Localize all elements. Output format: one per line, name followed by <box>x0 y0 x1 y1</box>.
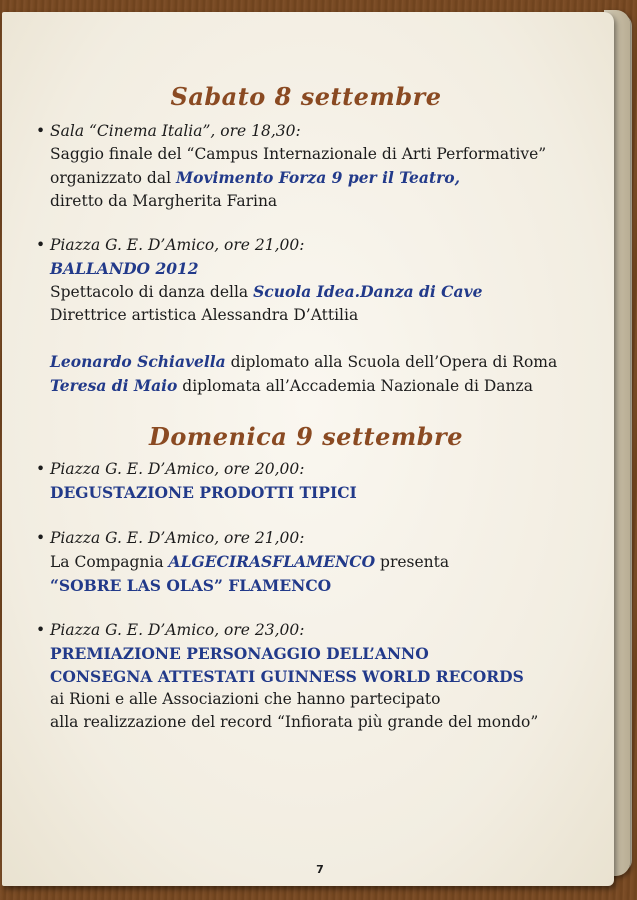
description-prefix: Spettacolo di danza della <box>50 283 254 301</box>
event-title: DEGUSTAZIONE PRODOTTI TIPICI <box>50 483 357 502</box>
event-location <box>36 527 596 550</box>
organizer-prefix: organizzato dal <box>50 169 176 187</box>
event-sala-cinema <box>36 120 596 213</box>
event-description <box>36 280 596 304</box>
guest-text: diplomato alla Scuola dell’Opera di Roma <box>225 353 558 371</box>
organizer-name: Movimento Forza 9 per il Teatro, <box>175 168 461 187</box>
event-description-2: alla realizzazione del record “Infiorata più grande del mondo” <box>50 713 539 731</box>
event-description: Saggio finale del “Campus Internazionale di Arti Performative” <box>50 145 547 163</box>
section-heading-sunday: Domenica 9 settembre <box>149 422 463 451</box>
location-text: Piazza G. E. D’Amico, ore 21,00: <box>50 236 305 254</box>
school-name: Scuola Idea.Danza di Cave <box>253 282 483 301</box>
company-prefix: La Compagnia <box>50 553 169 571</box>
guest-name: Teresa di Maio <box>50 376 178 395</box>
event-degustazione <box>36 458 596 504</box>
guest-line-2 <box>36 374 596 398</box>
guest-name: Leonardo Schiavella <box>50 352 226 371</box>
bullet-icon: • <box>36 236 46 254</box>
bullet-icon: • <box>36 122 46 140</box>
guest-line-1 <box>36 350 596 374</box>
location-text: Piazza G. E. D’Amico, ore 20,00: <box>50 460 305 478</box>
location-text: Piazza G. E. D’Amico, ore 21,00: <box>50 529 305 547</box>
event-premiazione <box>36 619 596 734</box>
event-description: ai Rioni e alle Associazioni che hanno partecipato <box>50 690 441 708</box>
event-title-2: CONSEGNA ATTESTATI GUINNESS WORLD RECORDS <box>50 667 524 686</box>
event-location <box>36 619 596 642</box>
event-organizer <box>36 166 596 190</box>
event-description <box>36 550 596 574</box>
guest-text: diplomata all’Accademia Nazionale di Danza <box>177 377 533 395</box>
bullet-icon: • <box>36 460 46 478</box>
company-suffix: presenta <box>375 553 450 571</box>
event-location <box>36 458 596 481</box>
event-location <box>36 120 596 143</box>
bullet-icon: • <box>36 529 46 547</box>
event-ballando <box>36 234 596 398</box>
event-location <box>36 234 596 257</box>
event-title: BALLANDO 2012 <box>50 259 199 278</box>
event-title: “SOBRE LAS OLAS” FLAMENCO <box>50 576 332 595</box>
location-text: Piazza G. E. D’Amico, ore 23,00: <box>50 621 305 639</box>
event-title-1: PREMIAZIONE PERSONAGGIO DELL’ANNO <box>50 644 429 663</box>
location-text: Sala “Cinema Italia”, ore 18,30: <box>50 122 301 140</box>
event-director: diretto da Margherita Farina <box>50 192 278 210</box>
company-name: ALGECIRASFLAMENCO <box>168 552 376 571</box>
bullet-icon: • <box>36 621 46 639</box>
event-flamenco <box>36 527 596 597</box>
section-heading-saturday: Sabato 8 settembre <box>170 82 442 111</box>
event-director: Direttrice artistica Alessandra D’Attilia <box>50 306 359 324</box>
page-number: 7 <box>316 863 324 876</box>
